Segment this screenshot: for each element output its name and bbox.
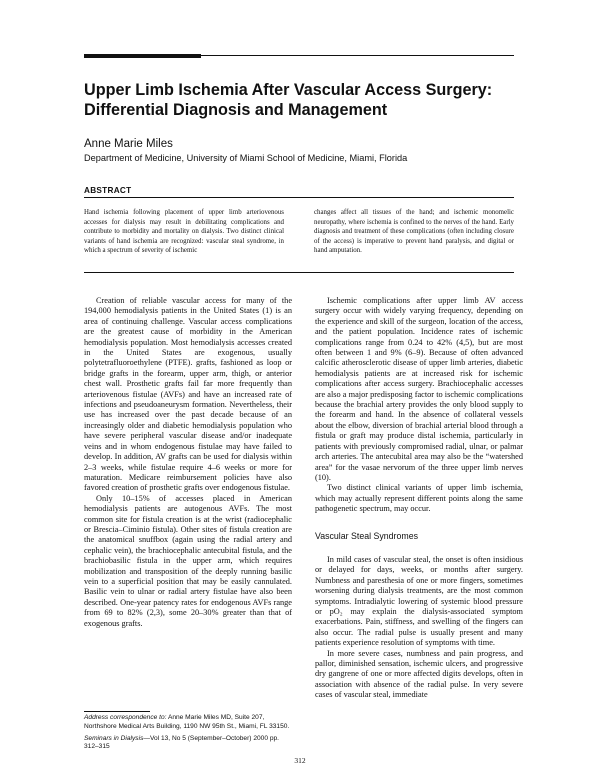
abstract-heading: ABSTRACT (84, 186, 132, 195)
abstract-top-rule (84, 197, 514, 198)
correspondence-label: Address correspondence to: (84, 714, 167, 721)
footnote (84, 714, 292, 755)
author-affiliation: Department of Medicine, University of Miami School of Medicine, Miami, Florida (84, 153, 408, 163)
body-paragraph: Ischemic complications after upper limb AV access surgery occur with widely varying frequency, depending on the experience and skill of the surgeon, location of the access, and the patient population. Incidence rates of ischemic complications range from 0.24 to 42% (4,5), but are most often between 1 and 9% (6–9). Because of often advanced calcific atherosclerotic disease of upper limb arteries, diabetic hemodialysis patients are at increased risk for ischemic complications after access surgery. Brachiocephalic accesses are also a major predisposing factor to ischemic complications because the brachial artery provides the only blood supply to the forearm and hand. In the absence of collateral vessels about the elbow, diversion of brachial arterial blood through a fistula or graft may produce distal ischemia, particularly in patients with previously compromised radial, ulnar, or palmar arch arteries. The antecubital area may also be the “watershed area” for the vasae nervorum of the three upper limb nerves (10). (315, 296, 523, 482)
page-number: 312 (294, 756, 306, 765)
header-rule-thin (201, 55, 514, 56)
correspondence-note (84, 714, 292, 732)
author-name: Anne Marie Miles (84, 138, 173, 150)
abstract-bottom-rule (84, 272, 514, 273)
body-paragraph: Only 10–15% of accesses placed in American hemodialysis patients are autogenous AVFs. The most common site for fistula creation is at the wrist (radiocephalic or Brescia–Ciminio fistula). Other sites of fistula creation are the anatomical snuffbox (again using the radial artery and cephalic vein), the brachiocephalic antecubital fistula, and the brachiobasilic fistula in the upper arm, which requires mobilization and transposition of the deeply running basilic vein to a superficial position that may be easily cannulated. Basilic vein to ulnar or radial artery fistulae have also been described. One-year patency rates for endogenous AVFs range from 69 to 82% (2,3), some 20–30% greater than that of exogenous grafts. (84, 493, 292, 628)
body-paragraph: Two distinct clinical variants of upper limb ischemia, which may actually represent different points along the same pathogenetic spectrum, may occur. (315, 483, 523, 514)
body-column-left (84, 296, 292, 629)
journal-citation (84, 735, 292, 753)
abstract-text-left: Hand ischemia following placement of upper limb arteriovenous accesses for dialysis may result in debilitating complications and contribute to morbidity and mortality on dialysis. Two distinct clinical variants of hand ischemia are recognized: vascular steal syndrome, in which a spectrum of severity of ischemic (84, 209, 284, 255)
body-paragraph: Creation of reliable vascular access for many of the 194,000 hemodialysis patients in the United States (1) is an area of continuing challenge. Vascular access complications are the greatest cause of morbidity in the American hemodialysis population. Most hemodialysis accesses created in the United States are exogenous, usually polytetrafluoroethylene (PTFE). grafts, fashioned as loop or bridge grafts in the forearm, upper arm, thigh, or anterior chest wall. Prosthetic grafts fail far more frequently than arteriovenous fistulae (AVFs) and have an increased rate of infections and pseudoaneurysm formation. Nevertheless, their use has increased over the past decade because of an increasingly older and diabetic hemodialysis population who have severe peripheral vascular disease and/or inadequate veins and in whom endogenous fistulae may have failed to develop. In addition, AV grafts can be used for dialysis within 2–3 weeks, while fistulae require 4–6 weeks or more for maturation. Medicare reimbursement policies have also favored creation of prosthetic grafts over endogenous fistulae. (84, 296, 292, 493)
footnote-rule (84, 711, 150, 712)
body-column-right (315, 296, 523, 701)
article-title: Upper Limb Ischemia After Vascular Access Surgery: Differential Diagnosis and Management (84, 81, 493, 119)
body-paragraph: In mild cases of vascular steal, the onset is often insidious or delayed for days, weeks, or months after surgery. Numbness and paresthesia of one or more fingers, sometimes worsening during dialysis treatments, are the most common symptoms. Intradialytic lowering of systemic blood pressure or pO₂ may explain the dialysis-associated symptom exacerbations. Pain, stiffness, and swelling of the fingers can also occur. The radial pulse is usually present and many patients experience resolution of symptoms with time. (315, 554, 523, 648)
body-paragraph: In more severe cases, numbness and pain progress, and pallor, diminished sensation, ischemic ulcers, and progressive dry gangrene of one or more affected digits develops, often in association with absence of the radial pulse. In very severe cases of vascular steal, immediate (315, 648, 523, 700)
journal-volume: —Vol 13, No 5 (September–October) 2000 pp. 312–315 (84, 734, 279, 751)
correspondence-address: Anne Marie Miles MD, Suite 207, Northshore Medical Arts Building, 1190 NW 95th St., Miami, FL 33150. (84, 714, 290, 730)
journal-name: Seminars in Dialysis (84, 734, 144, 742)
abstract-text-right: changes affect all tissues of the hand; and ischemic monomelic neuropathy, where ischemia is confined to the nerves of the hand. Early diagnosis and treatment of these complications (often including closure of the access) is imperative to prevent hand paralysis, and digital or hand amputation. (314, 209, 514, 255)
section-subheading: Vascular Steal Syndromes (315, 530, 419, 541)
header-rule-thick (84, 54, 201, 58)
